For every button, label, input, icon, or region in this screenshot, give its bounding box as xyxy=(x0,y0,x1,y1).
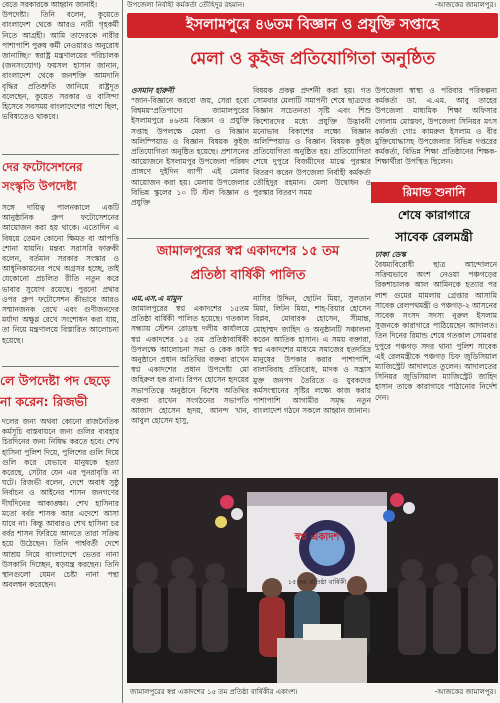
table xyxy=(277,638,367,683)
anniversary-col-1: জামালপুরের স্বপ্ন একাদশের ১৫তম প্রতিষ্ঠা বার্ষিকী পালিত হয়েছে। গতকাল সন্ধ্যায় স্টেশন রোডস্থ দলীয় কার্যালয়ে স্বপ্ন একাদশের ১৫ তম প্রতিষ্ঠাবার্ষিকী উপলক্ষে আলোচনা সভা ও কেক কাটা অনুষ্ঠানে প্রধান অতিথির বক্তব্য রাখেন স্বপ্ন একাদশের প্রধান উপদেষ্টা মো জহিরুল হক রানা। রিপন হোসেন হৃদয়ের সভাপতিত্বে অনুষ্ঠানে বিশেষ অতিথির বক্তব্য রাখেন সংগঠনের সভাপতি আজাদ হোসেন হৃদয়, আনন্দ খান, আবুল হোসেন হাসু, xyxy=(131,304,249,426)
anniversary-headline: জামালপুরের স্বপ্ন একাদশের ১৫ তম প্রতিষ্ঠা বার্ষিকী পালিত xyxy=(156,244,340,283)
remand-headline-3: সাবেক রেলমন্ত্রী xyxy=(395,229,473,244)
top-credit-right: -আজকের জামালপুর। xyxy=(434,1,496,9)
column-divider xyxy=(122,0,123,703)
photo-credit: -আজকের জামালপুর। xyxy=(434,688,496,696)
divider xyxy=(127,238,369,239)
remand-headline-1: রিমান্ড শুনানি xyxy=(371,182,497,203)
main-subheadline: মেলা ও কুইজ প্রতিযোগিতা অনুষ্ঠিত xyxy=(189,49,436,69)
left-article-top-lead: বেতে সরকারকে আহ্বান জানাই। xyxy=(2,0,98,9)
cake xyxy=(303,624,341,640)
remand-dateline: ঢাকা ডেস্ক xyxy=(375,250,406,259)
left-article-3: দলের জন্য অথবা কোনো রাজনৈতিক কর্মসূচি বাস্তবায়নে জন্য গুলির ব্যবহার চিরদিনের জন্য নিষিদ্ধ করতে হবে। শেখ হাসিনা পুলিশ দিয়ে, পুলিশের গুলি দিয়ে গুলি করে যেভাবে মানুষকে হত্যা করেছে, সেটার যেন এর পুনরাবৃত্তি না ঘটে। রিজভী বলেন, দেশে অবাধ সুষ্ঠু নির্বাচন ও আইনের শাসন জনগণের দীর্ঘদিনের আকাঙ্ক্ষা। শেখ হাসিনার মতো বর্বর শাসক আর এদেশে আসা যাবে না। কিন্তু আবারও শেখ হাসিনা চর বর্বর শাসন ফিরিয়ে আনতে তারা সক্রিয় হয়ে উঠেছেন। তিনি পার্শ্ববর্তী দেশে আশ্রয় নিয়ে বাংলাদেশে ভেতর নানা উসকানি দিচ্ছেন, ষড়যন্ত্র করছেন। তিনি স্থানগুলো যেমন চেষ্টা নানা পন্থা অবলম্বন করেছেন। xyxy=(2,417,119,590)
left-article-top xyxy=(2,0,119,152)
event-photo xyxy=(127,478,498,683)
event-photo-scene xyxy=(127,478,498,683)
divider xyxy=(2,154,119,155)
banner-title: স্বপ্ন একাদশ xyxy=(294,532,340,543)
photo-caption: জামালপুরের স্বপ্ন একাদশের ১৫ তম প্রতিষ্ঠা বার্ষিকীর একাংশ। xyxy=(130,688,298,696)
main-headline: ইসলামপুরে ৪৬তম বিজ্ঞান ও প্রযুক্তি সপ্তাহে xyxy=(127,13,498,38)
left-headline-3: লে উপদেষ্টা পদ ছেড়ে না করেন: রিজভী xyxy=(0,373,111,409)
banner-subtitle: ১৫ তম প্রতিষ্ঠা বার্ষিকী xyxy=(287,578,347,586)
divider xyxy=(2,366,119,367)
left-headline-2: দের ফটোসেশনের সংস্কৃতি উপদেষ্টা xyxy=(2,160,83,193)
top-credit-left: উপজেলা নির্বাহী কর্মকর্তা তৌহিদুর রহমান। xyxy=(127,1,245,9)
remand-headline-2: শেষে কারাগারে xyxy=(397,208,471,222)
main-byline: ওসমান হারুনী xyxy=(131,86,174,95)
anniversary-byline: এম.এস.এ মামুন xyxy=(131,294,182,303)
anniversary-col-2: নাসির উদ্দিন, ছোটন মিয়া, সুলতান মিয়া, লিটন মিয়া, শাহ-রিয়ার হোসেন বিপ্লব, মোবারক হোসেন, সীমান্ত, মোহাম্মদ জাহিদ ও অনুষ্ঠানটি সঞ্চালনা করেন আতিক হাসান। এ সময় বক্তারা, স্বপ্ন একাদশের মাধ্যমে সমাজের হতদরিদ্র মানুষের উপকার করার পাশাপাশি, বাল্যবিবাহ প্রতিরোধ, মাদক ও সন্ত্রাস মুক্ত জনপদ তৈরিতে ও যুবকদের কর্মসংস্থানের সৃষ্টির লক্ষ্যে কাজ করার পাশাপাশি আগামীর সমৃদ্ধ নতুন বাংলাদেশ গঠনে সকলে আহ্বান জানান। xyxy=(253,294,371,416)
main-article-col-3: উপজেলা স্বাস্থ্য ও পরিবার পরিকল্পনা কর্মকর্তা ডা. এ.এম. আবু তাহের উপজেলা মাধ্যমিক শিক্ষা অফিসার গোলাম মোস্তফা, উপজেলা সিনিয়র মৎস কর্মকর্তা গোঃ কামরুল ইসলাম ও বীর মুক্তিযোদ্ধাসহ উপজেলার বিভিন্ন দপ্তরের কর্মকর্তা, বিভিন্ন শিক্ষা প্রতিষ্ঠানের শিক্ষক-শিক্ষার্থীরা উপস্থিত ছিলেন। xyxy=(375,86,497,167)
main-article-col-1: "জান-বিজ্ঞানে করবো জয়, সেরা হবো বিশ্বময়"প্রতিপাদ্যে জামালপুরের ইসলামপুরে ৪৬তম বিজ্ঞান ও প্রযুক্তি সপ্তাহ উপলক্ষে মেলা ও বিজ্ঞান অলিম্পিয়াড ও বিজ্ঞান বিষয়ক কুইজ প্রতিযোগিতা অনুষ্ঠিত হয়েছে। প্রশাসনের আয়োজনে ইসলামপুর উপজেলা পরিষদ প্রাঙ্গণে দুইদিন ব্যাপী এই মেলার আয়োজন করা হয়। মেলায় উপজেলার বিভিন্ন স্কুলের ১০ টি স্টল বিজ্ঞান ও প্রযুক্তি xyxy=(131,96,249,208)
remand-article: বৈষম্যবিরোধী ছাত্র আন্দোলনে সক্রিয়ভাবে অংশ নেওয়া পঞ্চগড়ের রিকশাচালক আল আমিনকে হত্যার পর লাশ গুমের মামলায় গ্রেপ্তার আসামি সাবেক রেলপথমন্ত্রী ও পঞ্চগড়-২ আসনের সাবেক সংসদ সদস্য নুরুল ইসলাম সুজনকে কারাগারে পাঠিয়েছেন আদালত। তিন দিনের রিমান্ড শেষে গতকাল সোমবার দুপুরে পঞ্চগড় সদর থানা পুলিশ সাবেক এই রেলমন্ত্রীকে পঞ্চগড় চিফ জুডিসিয়াল ম্যাজিস্ট্রেট আদালতে তুলেন। আদালতের সিনিয়র জুডিসিয়াল ম্যাজিস্ট্রেট জাহিদ হাসান তাকে কারাগারে পাঠানোর নির্দেশ দেন। xyxy=(375,260,497,402)
main-article-col-2: বিষয়ক প্রকল্প প্রদর্শনী করা হয়। গত সোমবার মেলাটি সমাপনী শেষে ছাত্রদের বিজ্ঞান সচেতনতা সৃষ্টি এবং শিশু কিশোরদের মধ্যে প্রযুক্তি উদ্ভাবনী মনোভাব বিকাশের লক্ষ্যে বিজ্ঞান অলিম্পিয়াড ও বিজ্ঞান বিষয়ক কুইজ প্রতিযোগিতা অনুষ্ঠিত হয়। প্রতিযোগিতা শেষে দুপুরে বিজয়ীদের মাঝে পুরস্কার বিতরণ করেন উপজেলা নির্বাহী কর্মকর্তা তৌহিদুর রহমান। মেলা উদ্বোধন ও পুরস্কার বিতরণ সময় xyxy=(253,86,371,198)
left-article-top-text: উপদেষ্টা। তিনি বলেন, কুয়েতে বাংলাদেশ থেকে আরও নারী গৃহকর্মী নিতে আগ্রহী। আমি তাদেরকে নারীর পাশাপাশি পুরুষ কর্মী নেওয়ারও অনুরোধ জানাচ্ছি।' স্বরাষ্ট্র মন্ত্রণালয়ের পরিচালক (জনসংযোগ) ফয়সল হাসান জানান, বাংলাদেশ থেকে জনশক্তি আমদানি বৃদ্ধির প্রতিশ্রুতি জানিয়ে রাষ্ট্রদূত বলেছেন, কুয়েত সরকার ও বাসিন্দা হিসেবে সবসময় বাংলাদেশের পাশে ছিল, ভবিষ্যতেও থাকবে। xyxy=(2,10,119,122)
left-article-2: সঙ্গে দায়িত্ব পালনকালে একটি আনুষ্ঠানিক গ্রুপ ফটোসেশনের আয়োজন করা হয় থাকে। এতোদিন এ বিষয়ে তেমন কোনো ক্ষিমত বা আপত্তি শোনা যায়নি। মন্তব্য সরাসরি ফারুকী বলেন, বর্তমান সরকার সংস্কার ও আধুনিকায়নের পথে অগ্রসর হচ্ছে, তাই যেকোনো প্রচলিত রীতি নতুন করে ভাবার সুযোগ রয়েছে। পুরনো প্রথার ওপর গ্রুপ ফটোসেশন কীভাবে আরও সম্মানজনক রেখে এবং গুণীজনদের মর্যাদা অক্ষুণ্ণ রেখে সংশোধন করা যায়, তা নিয়ে মন্ত্রণালয়ে বিস্তারিত আলোচনা হয়েছে। xyxy=(2,203,119,345)
